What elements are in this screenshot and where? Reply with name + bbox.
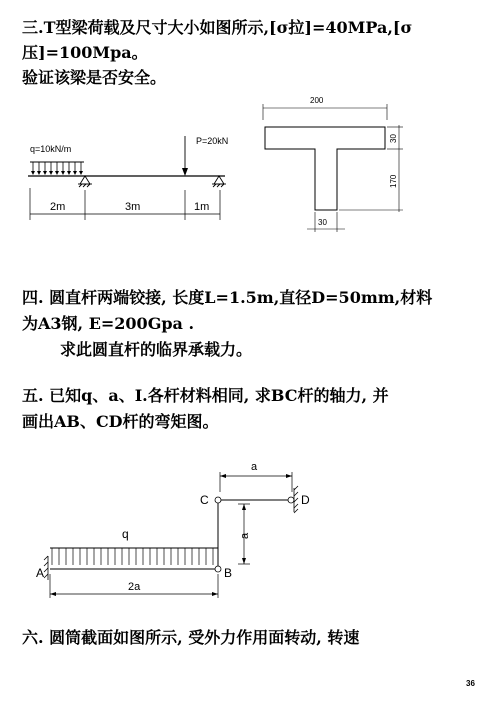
frame-load-arrows xyxy=(52,548,213,565)
frame-dim-top: a xyxy=(251,461,258,473)
frame-dim-bottom: 2a xyxy=(128,581,141,593)
q5-line2: 画出AB、CD杆的弯矩图。 xyxy=(22,412,219,431)
q5-line1: 五. 已知q、a、I.各杆材料相同, 求BC杆的轴力, 并 xyxy=(22,386,389,405)
frame-label-b: B xyxy=(224,566,233,580)
q3-line2: 压]=100Mpa。 xyxy=(22,43,148,62)
support-left-icon xyxy=(78,176,92,187)
q4-line2: 为A3钢, E=200Gpa . xyxy=(22,314,195,333)
beam-dim-b: 3m xyxy=(125,201,141,213)
frame-label-d: D xyxy=(301,493,310,507)
section-web-height-label: 170 xyxy=(389,174,398,188)
wall-d-icon xyxy=(294,486,298,513)
section-web-width-label: 30 xyxy=(318,218,327,227)
page-number: 36 xyxy=(466,679,475,688)
t-section-shape xyxy=(265,127,385,210)
frame-diagram xyxy=(30,452,320,607)
support-right-icon xyxy=(212,176,226,187)
section-width-label: 200 xyxy=(310,96,324,105)
beam-p-label: P=20kN xyxy=(196,136,229,146)
q3-line3: 验证该梁是否安全。 xyxy=(22,68,167,87)
beam-q-label: q=10kN/m xyxy=(30,144,72,154)
section-flange-label: 30 xyxy=(389,134,398,143)
beam-diagram xyxy=(20,128,240,228)
t-section-diagram xyxy=(255,92,415,242)
frame-dim-vert: a xyxy=(239,532,251,539)
beam-dim-c: 1m xyxy=(194,201,210,213)
beam-dim-a: 2m xyxy=(50,201,66,213)
frame-label-a: A xyxy=(36,566,45,580)
q6-line1: 六. 圆筒截面如图所示, 受外力作用面转动, 转速 xyxy=(22,628,360,647)
frame-label-q: q xyxy=(122,527,129,541)
support-a-icon xyxy=(44,556,48,580)
q4-line1: 四. 圆直杆两端铰接, 长度L=1.5m,直径D=50mm,材料 xyxy=(22,288,433,307)
frame-label-c: C xyxy=(200,493,209,507)
q4-line3: 求此圆直杆的临界承载力。 xyxy=(60,340,253,359)
q3-line1: 三.T型梁荷载及尺寸大小如图所示,[σ拉]=40MPa,[σ xyxy=(22,18,413,37)
